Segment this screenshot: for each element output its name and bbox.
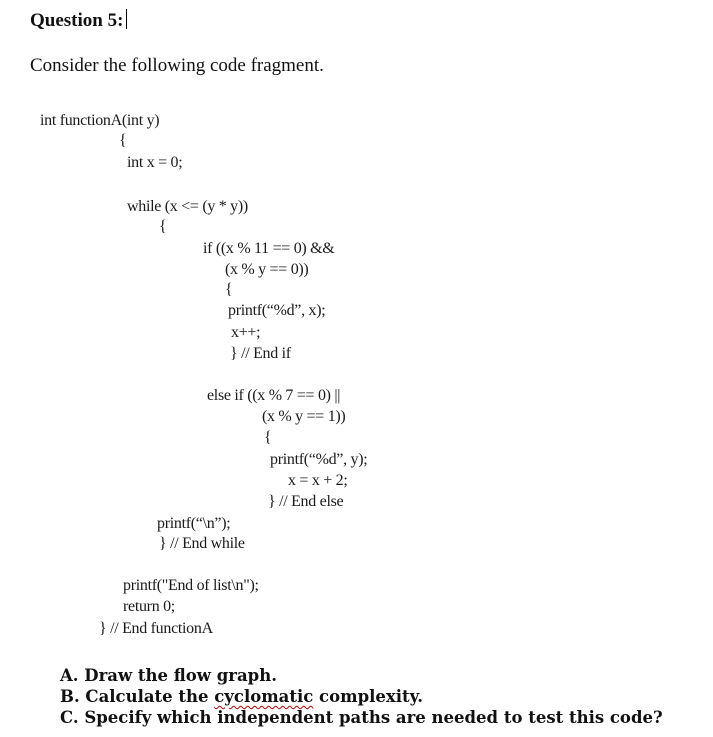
code-line: int x = 0; (127, 154, 183, 171)
question-b (60, 687, 423, 707)
code-line: else if ((x % 7 == 0) || (207, 387, 341, 404)
code-line: } // End functionA (99, 620, 213, 637)
code-line: { (264, 429, 272, 446)
code-line: } // End else (268, 493, 344, 510)
intro-text: Consider the following code fragment. (30, 55, 324, 76)
code-line: x = x + 2; (288, 472, 348, 489)
code-line: printf("End of list\n"); (123, 577, 259, 594)
code-line: } // End while (159, 535, 245, 552)
code-line: return 0; (123, 598, 175, 615)
question-a: A. Draw the flow graph. (60, 666, 277, 685)
question-b-prefix: B. Calculate the (60, 687, 215, 706)
question-heading (30, 9, 127, 33)
code-line: } // End if (230, 345, 291, 362)
code-line: int functionA(int y) (40, 112, 160, 129)
code-line: while (x <= (y * y)) (127, 198, 248, 215)
spellcheck-word[interactable]: cyclomatic (214, 687, 314, 706)
code-line: { (159, 218, 167, 235)
code-line: x++; (231, 324, 261, 341)
code-line: (x % y == 0)) (225, 261, 309, 278)
text-cursor (126, 9, 127, 29)
code-line: printf(“%d”, y); (270, 451, 368, 468)
code-line: { (119, 132, 127, 149)
code-line: { (225, 281, 233, 298)
question-b-suffix: complexity. (313, 687, 424, 706)
question-heading-text: Question 5: (30, 10, 124, 31)
code-line: printf(“\n”); (157, 515, 231, 532)
code-line: printf(“%d”, x); (228, 302, 326, 319)
code-line: if ((x % 11 == 0) && (203, 240, 335, 257)
code-line: (x % y == 1)) (262, 408, 346, 425)
question-c: C. Specify which independent paths are needed to test this code? (60, 708, 663, 727)
